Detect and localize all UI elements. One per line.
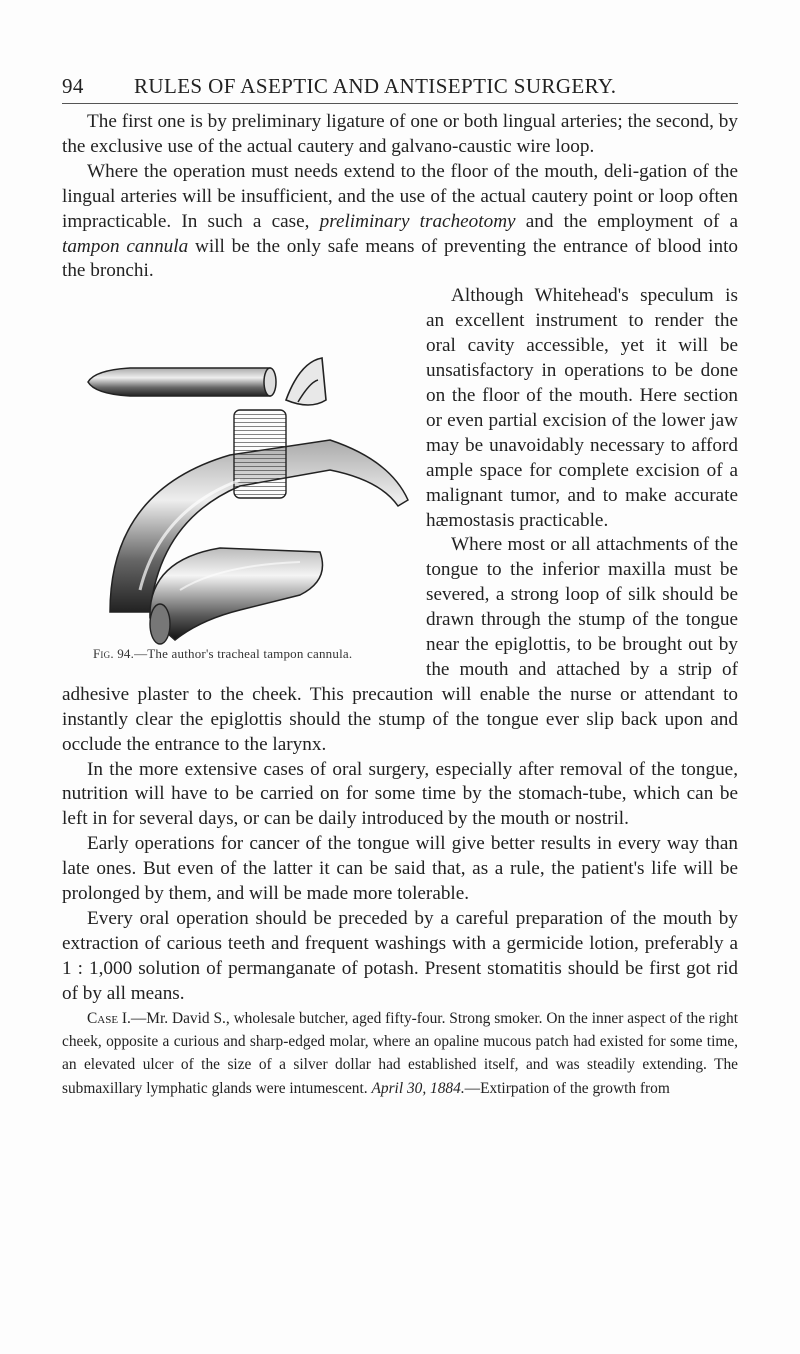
figure-caption-text: —The author's tracheal tampon cannula. xyxy=(134,646,353,662)
paragraph: The first one is by preliminary ligature of one or both lingual arteries; the second, by the exclusive use of the actual cautery and galvano-caustic wire loop. xyxy=(62,111,738,157)
figure-94 xyxy=(0,290,412,668)
paragraph: Every oral operation should be preceded by a careful preparation of the mouth by extraction of carious teeth and frequent washings with a germicide lotion, preferably a 1 : 1,000 solution of permanganate of potash. Present stomatitis should be first got rid of by all means. xyxy=(62,908,738,1004)
case-report: Case I.—Mr. David S., wholesale butcher, aged fifty-four. Strong smoker. On the inner aspect of the right cheek, opposite a curious and sharp-edged molar, where an opaline mucous patch had existed for some time, an elevated ulcer of the size of a silver dollar had established itself, and was steadily extending. The submaxillary lymphatic glands were intumescent. April 30, 1884.—Extirpation of the growth from xyxy=(62,1009,738,1097)
figure-caption xyxy=(93,642,352,667)
paragraph: Where most or all attachments of the tongue to the inferior maxilla must be severed, a strong loop of silk should be drawn through the stump of the tongue near the epiglottis, to be brought out by the mouth and attached by a strip of adhesive plaster to the cheek. This precaution will enable the nurse or attendant to instantly clear the epiglottis should the stump of the tongue ever slip back upon and occlude the entrance to the larynx. xyxy=(62,534,738,755)
paragraph: Early operations for cancer of the tongue will give better results in every way than late ones. But even of the latter it can be said that, as a rule, the patient's life will be prolonged by them, and will be made more tolerable. xyxy=(62,833,738,905)
case-label: Case I. xyxy=(87,1009,131,1027)
paragraph: In the more extensive cases of oral surgery, especially after removal of the tongue, nutrition will have to be carried on for some time by the stomach-tube, which can be left in for several days, or can be daily introduced by the mouth or nostril. xyxy=(62,758,738,830)
tracheal-cannula-illustration xyxy=(0,290,412,668)
header-rule xyxy=(62,103,738,104)
page-number: 94 xyxy=(62,74,84,98)
paragraph: Although Whitehead's speculum is an excellent instrument to render the oral cavity accessible, yet it will be unsatisfactory in operations to be done on the floor of the mouth. Here section or even partial excision of the lower jaw may be unavoidably necessary to afford ample space for complete excision of a malignant tumor, and to make accurate hæmostasis practicable. xyxy=(426,285,738,531)
case-date: April 30, 1884. xyxy=(371,1079,465,1097)
paragraph: Where the operation must needs extend to the floor of the mouth, deli-gation of the lingual arteries will be insufficient, and the use of the actual cautery point or loop often impracticable. In such a case, preliminary tracheotomy and the employment of a tampon cannula will be the only safe means of preventing the entrance of blood into the bronchi. xyxy=(62,160,739,282)
running-header xyxy=(62,74,732,99)
italic-term: preliminary tracheotomy xyxy=(319,210,516,232)
body-text xyxy=(62,110,738,1100)
running-title: RULES OF ASEPTIC AND ANTISEPTIC SURGERY. xyxy=(134,74,617,98)
figure-number: Fig. 94. xyxy=(93,646,135,662)
italic-term: tampon cannula xyxy=(62,235,189,257)
